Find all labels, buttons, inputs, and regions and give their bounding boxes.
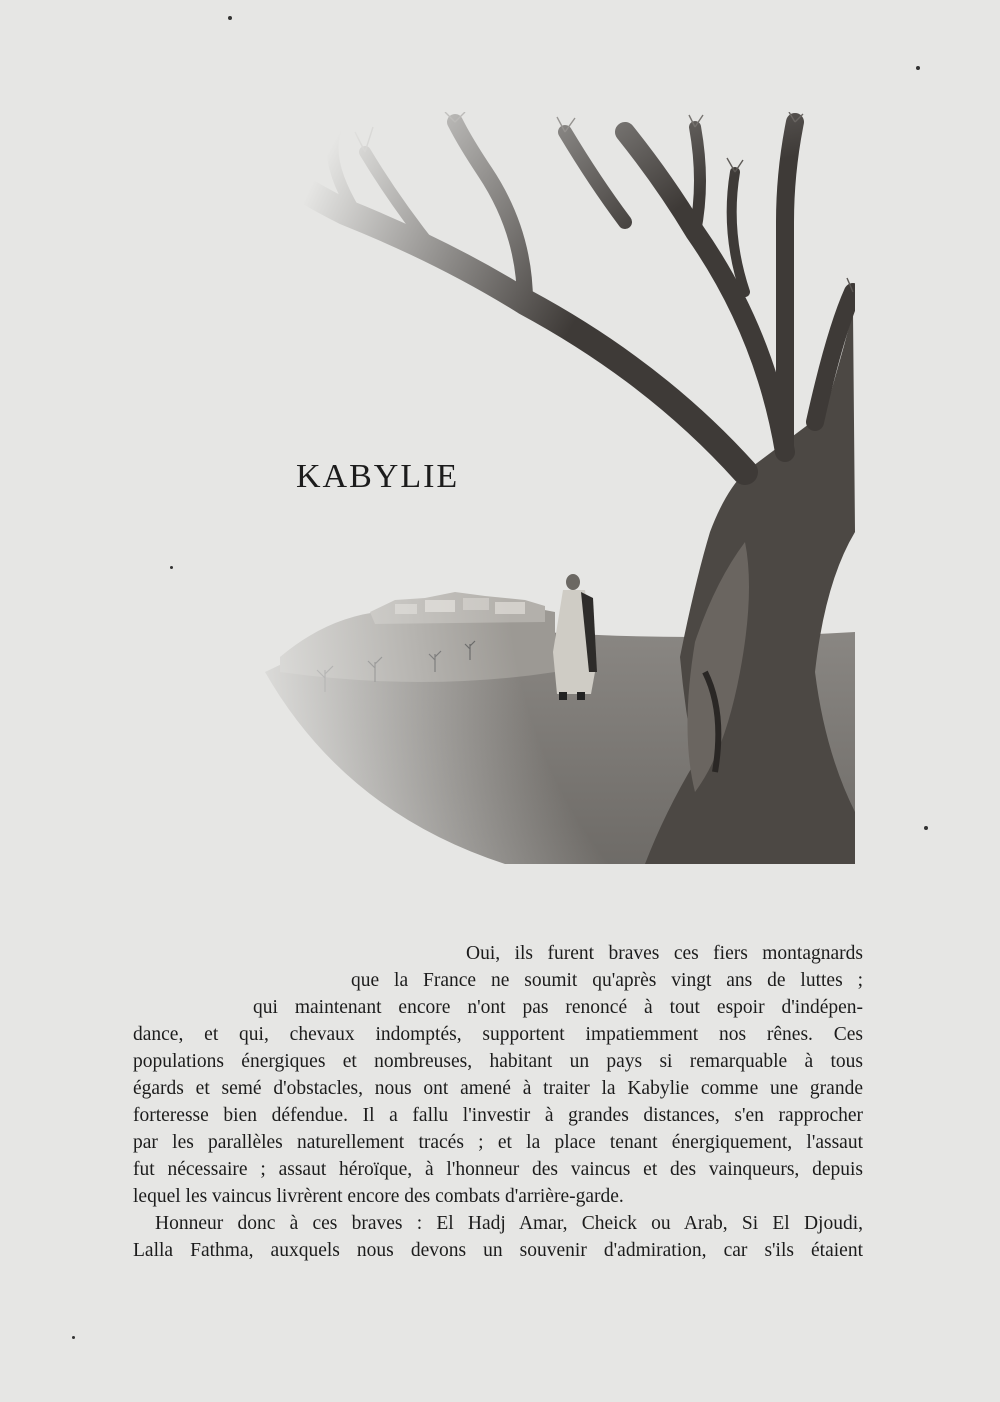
paper-speck — [72, 1336, 75, 1339]
text-line: que la France ne soumit qu'après vingt ans de luttes ; — [351, 970, 863, 991]
text-line: populations énergiques et nombreuses, habitant un pays si remarquable à tous — [133, 1051, 863, 1072]
text-line: fut nécessaire ; assaut héroïque, à l'honneur des vaincus et des vainqueurs, depuis — [133, 1159, 863, 1180]
text-line: par les parallèles naturellement tracés ; et la place tenant énergiquement, l'assaut — [133, 1132, 863, 1153]
text-line: qui maintenant encore n'ont pas renoncé à tout espoir d'indépen- — [253, 997, 863, 1018]
chapter-title: KABYLIE — [296, 458, 460, 495]
paper-speck — [916, 66, 920, 70]
paper-speck — [170, 566, 173, 569]
paper-speck — [924, 826, 928, 830]
paper-speck — [228, 16, 232, 20]
text-line: Honneur donc à ces braves : El Hadj Amar, Cheick ou Arab, Si El Djoudi, — [155, 1213, 863, 1234]
text-line: Lalla Fathma, auxquels nous devons un souvenir d'admiration, car s'ils étaient — [133, 1240, 863, 1261]
body-text — [133, 941, 863, 1265]
text-line: lequel les vaincus livrèrent encore des combats d'arrière-garde. — [133, 1186, 624, 1207]
text-line: égards et semé d'obstacles, nous ont amené à traiter la Kabylie comme une grande — [133, 1078, 863, 1099]
text-line: forteresse bien défendue. Il a fallu l'investir à grandes distances, s'en rapprocher — [133, 1105, 863, 1126]
text-line: Oui, ils furent braves ces fiers montagnards — [466, 943, 863, 964]
text-line: dance, et qui, chevaux indomptés, supportent impatiemment nos rênes. Ces — [133, 1024, 863, 1045]
